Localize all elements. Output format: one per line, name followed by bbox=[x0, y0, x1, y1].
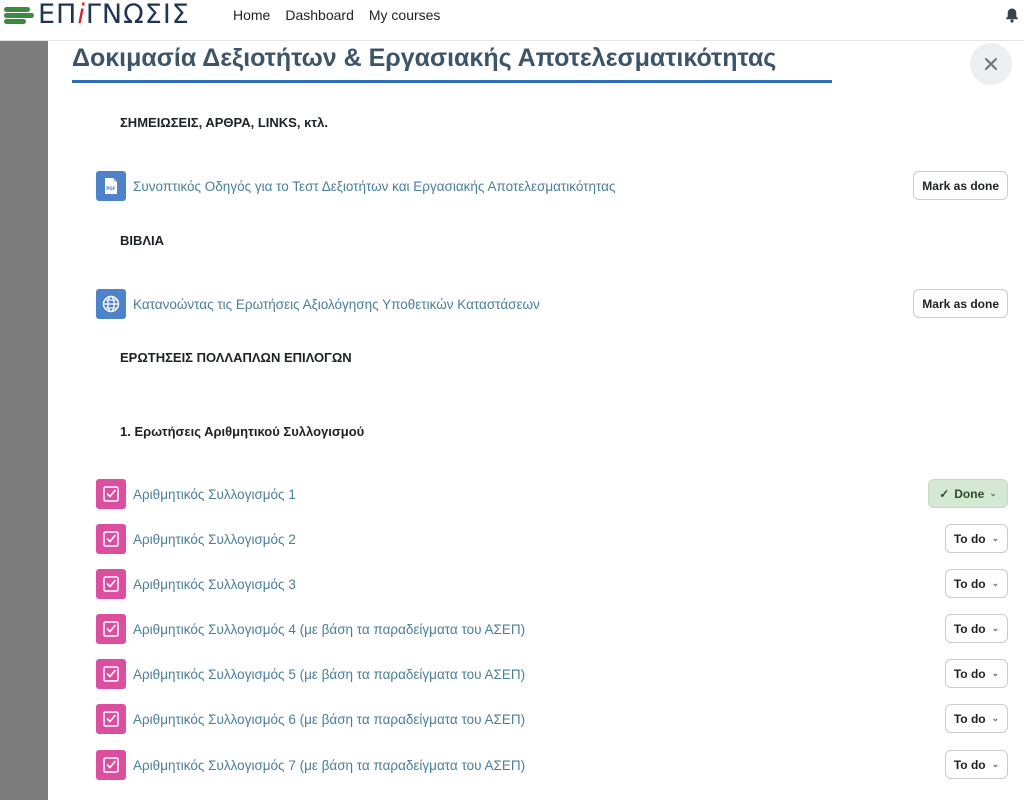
quiz-link[interactable]: Αριθμητικός Συλλογισμός 3 bbox=[133, 576, 296, 592]
notification-bell-icon[interactable] bbox=[1005, 7, 1019, 23]
done-dropdown-button[interactable] bbox=[928, 479, 1008, 508]
section-heading-numerical: 1. Ερωτήσεις Αριθμητικού Συλλογισμού bbox=[120, 424, 365, 439]
title-underline bbox=[72, 80, 832, 83]
logo-mark-icon bbox=[0, 0, 40, 30]
top-navbar bbox=[0, 0, 1024, 41]
todo-dropdown-button[interactable] bbox=[945, 569, 1008, 598]
close-icon bbox=[984, 57, 998, 71]
quiz-link[interactable]: Αριθμητικός Συλλογισμός 7 (με βάση τα παραδείγματα του ΑΣΕΠ) bbox=[133, 757, 526, 773]
quiz-icon bbox=[96, 479, 126, 509]
chevron-down-icon: ⌄ bbox=[989, 488, 997, 498]
todo-label: To do bbox=[953, 757, 986, 772]
course-index-drawer bbox=[0, 41, 48, 800]
close-button[interactable] bbox=[970, 43, 1012, 85]
quiz-link[interactable]: Αριθμητικός Συλλογισμός 4 (με βάση τα παραδείγματα του ΑΣΕΠ) bbox=[133, 621, 526, 637]
nav-my-courses[interactable]: My courses bbox=[368, 7, 441, 23]
quiz-row bbox=[96, 704, 1008, 734]
globe-icon bbox=[96, 289, 126, 319]
primary-nav bbox=[233, 0, 440, 30]
quiz-row bbox=[96, 659, 1008, 689]
mark-as-done-button[interactable]: Mark as done bbox=[913, 171, 1008, 200]
svg-text:PDF: PDF bbox=[106, 186, 116, 191]
logo-text: ΕΠiΓΝΩΣΙΣ bbox=[38, 0, 190, 30]
quiz-icon bbox=[96, 704, 126, 734]
quiz-link[interactable]: Αριθμητικός Συλλογισμός 5 (με βάση τα παραδείγματα του ΑΣΕΠ) bbox=[133, 666, 526, 682]
section-heading-mcq: ΕΡΩΤΗΣΕΙΣ ΠΟΛΛΑΠΛΩΝ ΕΠΙΛΟΓΩΝ bbox=[120, 350, 352, 365]
todo-dropdown-button[interactable] bbox=[945, 704, 1008, 733]
activity-guide-link[interactable]: Συνοπτικός Οδηγός για το Τεστ Δεξιοτήτων και Εργασιακής Αποτελεσματικότητας bbox=[133, 178, 616, 194]
quiz-icon bbox=[96, 614, 126, 644]
nav-home[interactable]: Home bbox=[233, 7, 271, 23]
quiz-row bbox=[96, 569, 1008, 599]
todo-dropdown-button[interactable] bbox=[945, 524, 1008, 553]
activity-book-link[interactable]: Κατανοώντας τις Ερωτήσεις Αξιολόγησης Υποθετικών Καταστάσεων bbox=[133, 296, 540, 312]
section-heading-books: ΒΙΒΛΙΑ bbox=[120, 233, 165, 248]
quiz-row bbox=[96, 479, 1008, 509]
todo-dropdown-button[interactable] bbox=[945, 659, 1008, 688]
mark-as-done-button[interactable]: Mark as done bbox=[913, 289, 1008, 318]
page-title: Δοκιμασία Δεξιοτήτων & Εργασιακής Αποτελεσματικότητας bbox=[72, 44, 777, 72]
done-label: Done bbox=[954, 486, 985, 501]
quiz-icon bbox=[96, 524, 126, 554]
quiz-icon bbox=[96, 659, 126, 689]
quiz-row bbox=[96, 524, 1008, 554]
site-logo[interactable] bbox=[0, 0, 190, 30]
quiz-icon bbox=[96, 750, 126, 780]
nav-dashboard[interactable]: Dashboard bbox=[285, 7, 354, 23]
todo-label: To do bbox=[953, 621, 986, 636]
pdf-icon bbox=[96, 171, 126, 201]
activity-book bbox=[96, 289, 1008, 319]
chevron-down-icon: ⌄ bbox=[991, 668, 1000, 678]
chevron-down-icon: ⌄ bbox=[991, 533, 1000, 543]
quiz-row bbox=[96, 614, 1008, 644]
quiz-link[interactable]: Αριθμητικός Συλλογισμός 2 bbox=[133, 531, 296, 547]
todo-dropdown-button[interactable] bbox=[945, 614, 1008, 643]
chevron-down-icon: ⌄ bbox=[991, 759, 1000, 769]
chevron-down-icon: ⌄ bbox=[991, 713, 1000, 723]
section-heading-notes: ΣΗΜΕΙΩΣΕΙΣ, ΑΡΘΡΑ, LINKS, κτλ. bbox=[120, 115, 328, 130]
quiz-icon bbox=[96, 569, 126, 599]
quiz-row bbox=[96, 750, 1008, 780]
todo-dropdown-button[interactable] bbox=[945, 750, 1008, 779]
quiz-link[interactable]: Αριθμητικός Συλλογισμός 6 (με βάση τα παραδείγματα του ΑΣΕΠ) bbox=[133, 711, 526, 727]
chevron-down-icon: ⌄ bbox=[991, 623, 1000, 633]
todo-label: To do bbox=[953, 576, 986, 591]
todo-label: To do bbox=[953, 531, 986, 546]
todo-label: To do bbox=[953, 711, 986, 726]
activity-guide bbox=[96, 171, 1008, 201]
chevron-down-icon: ⌄ bbox=[991, 578, 1000, 588]
check-icon: ✓ bbox=[939, 486, 950, 501]
quiz-link[interactable]: Αριθμητικός Συλλογισμός 1 bbox=[133, 486, 296, 502]
todo-label: To do bbox=[953, 666, 986, 681]
